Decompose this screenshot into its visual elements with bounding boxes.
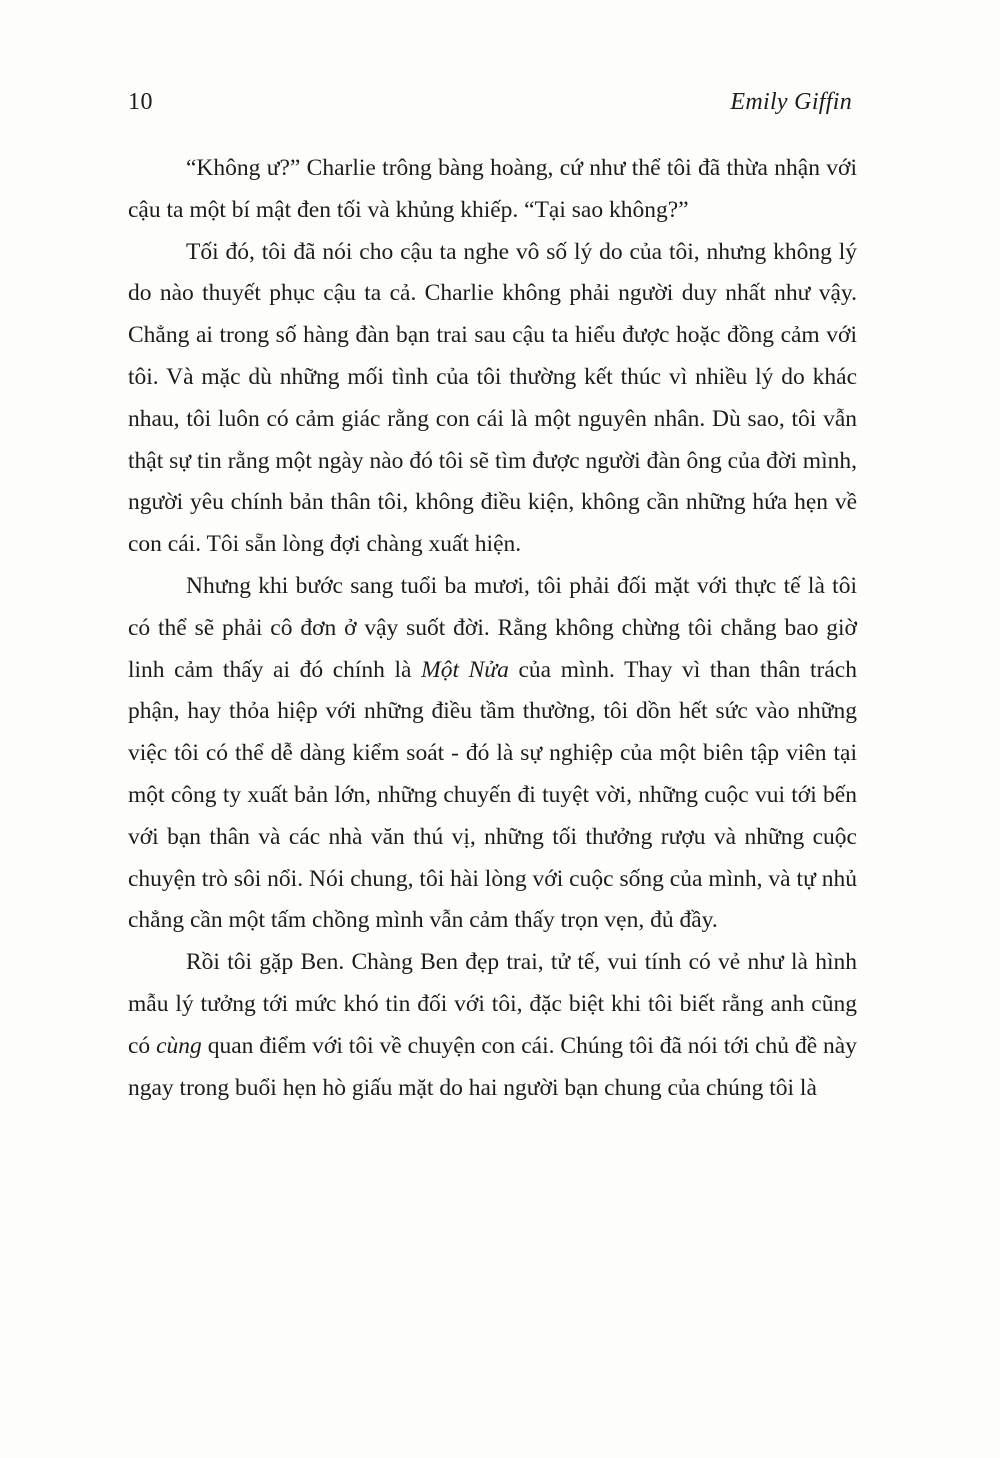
page-number: 10 [128,89,153,115]
text-segment: Rồi tôi gặp Ben. Chàng Ben đẹp trai, tử tế, vui tính có vẻ như là hình mẫu lý tưởng tới mức khó tin đối với tôi, đặc biệt khi tôi biết rằng anh cũng có [128,949,857,1059]
text-segment: quan điểm với tôi về chuyện con cái. Chúng tôi đã nói tới chủ đề này ngay trong buổi hẹn hò giấu mặt do hai người bạn chung của chúng tôi là [128,1032,857,1101]
text-segment: “Không ư?” Charlie trông bàng hoàng, cứ như thể tôi đã thừa nhận với cậu ta một bí mật đen tối và khủng khiếp. “Tại sao không?” [128,155,857,223]
paragraph [128,566,857,942]
paragraph [128,148,857,232]
body-text [0,116,1000,1109]
text-segment: Tối đó, tôi đã nói cho cậu ta nghe vô số lý do của tôi, nhưng không lý do nào thuyết phục cậu ta cả. Charlie không phải người duy nhất như vậy. Chẳng ai trong số hàng đàn bạn trai sau cậu ta hiểu được hoặc đồng cảm với tôi. Và mặc dù những mối tình của tôi thường kết thúc vì nhiều lý do khác nhau, tôi luôn có cảm giác rằng con cái là một nguyên nhân. Dù sao, tôi vẫn thật sự tin rằng một ngày nào đó tôi sẽ tìm được người đàn ông của đời mình, người yêu chính bản thân tôi, không điều kiện, không cần những hứa hẹn về con cái. Tôi sẵn lòng đợi chàng xuất hiện. [128,238,857,558]
italic-phrase: Một Nửa [421,656,509,683]
running-head-author: Emily Giffin [730,89,852,115]
paragraph [128,232,857,566]
running-header [0,0,1000,116]
italic-phrase: cùng [156,1032,202,1059]
paragraph [128,942,857,1109]
text-segment: Nhưng khi bước sang tuổi ba mươi, tôi phải đối mặt với thực tế là tôi có thể sẽ phải cô đơn ở vậy suốt đời. Rằng không chừng tôi chẳng bao giờ linh cảm thấy ai đó chính là [128,572,857,683]
text-segment: của mình. Thay vì than thân trách phận, hay thỏa hiệp với những điều tầm thường, tôi dồn hết sức vào những việc tôi có thể dễ dàng kiểm soát - đó là sự nghiệp của một biên tập viên tại một công ty xuất bản lớn, những chuyến đi tuyệt vời, những cuộc vui tới bến với bạn thân và các nhà văn thú vị, những tối thưởng rượu và những cuộc chuyện trò sôi nổi. Nói chung, tôi hài lòng với cuộc sống của mình, và tự nhủ chẳng cần một tấm chồng mình vẫn cảm thấy trọn vẹn, đủ đầy. [128,656,857,934]
